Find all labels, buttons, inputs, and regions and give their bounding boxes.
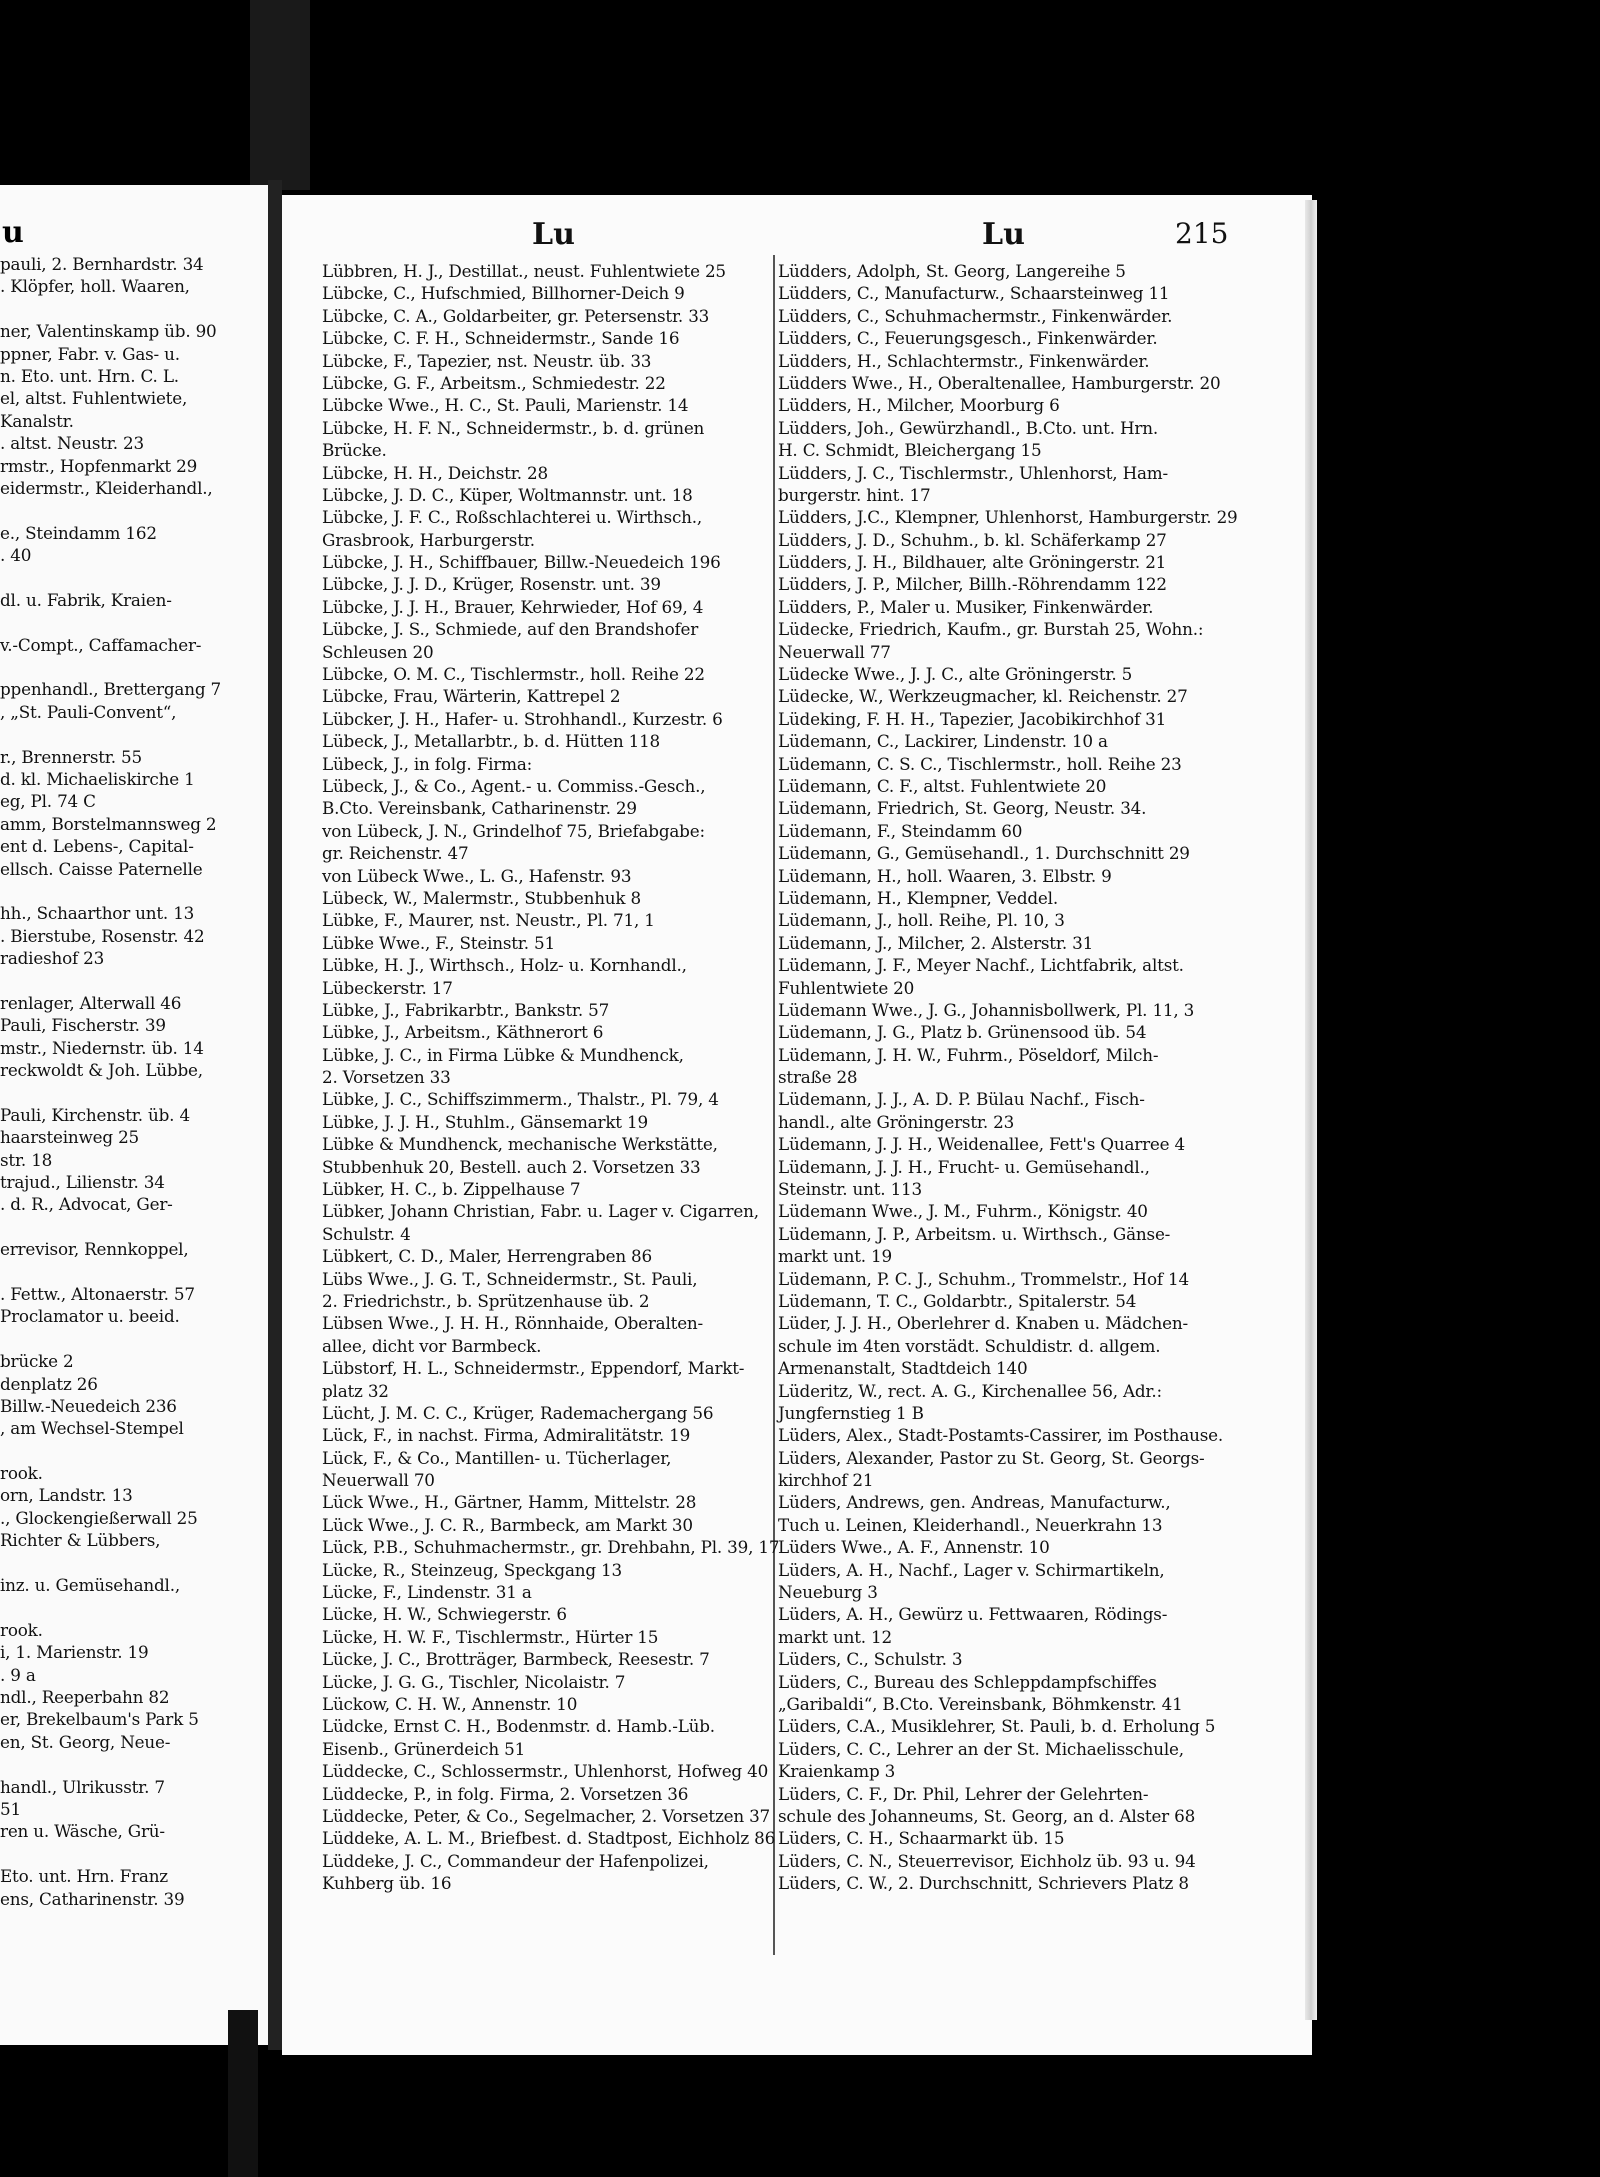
left-page-line	[0, 298, 221, 320]
directory-entry-line: handl., alte Gröningerstr. 23	[778, 1111, 1015, 1132]
directory-entry-line: Lücke, J. C., Brotträger, Barmbeck, Reesestr. 7	[322, 1649, 710, 1670]
directory-entry-line: Lüdemann, C. F., altst. Fuhlentwiete 20	[778, 775, 1107, 796]
directory-entry-line: Kuhberg üb. 16	[322, 1873, 452, 1894]
directory-entry-line: Lüdders, J. C., Tischlermstr., Uhlenhorst, Ham-	[778, 462, 1168, 483]
directory-entry-line: Lüdemann, P. C. J., Schuhm., Trommelstr., Hof 14	[778, 1268, 1189, 1289]
directory-entry-line: Lübcke, J. H., Schiffbauer, Billw.-Neuedeich 196	[322, 552, 721, 573]
directory-entry-line: Lüders, A. H., Nachf., Lager v. Schirmartikeln,	[778, 1559, 1165, 1580]
directory-entry-line: schule des Johanneums, St. Georg, an d. Alster 68	[778, 1805, 1196, 1826]
directory-entry-line: Lüdders, J. P., Milcher, Billh.-Röhrendamm 122	[778, 574, 1167, 595]
directory-entry-line: Lüdemann Wwe., J. M., Fuhrm., Königstr. 40	[778, 1201, 1148, 1222]
directory-entry-line: Lübcke, J. J. D., Krüger, Rosenstr. unt. 39	[322, 574, 661, 595]
left-page-line: ent d. Lebens-, Capital-	[0, 836, 194, 857]
directory-entry-line: Lüdemann Wwe., J. G., Johannisbollwerk, Pl. 11, 3	[778, 999, 1195, 1020]
directory-entry-line: Lüders, C. N., Steuerrevisor, Eichholz üb. 93 u. 94	[778, 1850, 1196, 1871]
left-page-line: renlager, Alterwall 46	[0, 992, 182, 1013]
left-page-line: i, 1. Marienstr. 19	[0, 1642, 149, 1663]
directory-entry-line: Lübcke, H. H., Deichstr. 28	[322, 462, 548, 483]
directory-entry-line: Lüddeke, A. L. M., Briefbest. d. Stadtpost, Eichholz 86	[322, 1828, 776, 1849]
directory-entry-line: Lüders, C. C., Lehrer an der St. Michaelisschule,	[778, 1738, 1184, 1759]
left-page-line	[0, 880, 221, 902]
left-page-line	[0, 1596, 221, 1618]
page-number: 215	[1175, 217, 1229, 250]
directory-entry-line: Lüdemann, F., Steindamm 60	[778, 820, 1023, 841]
directory-entry-line: 2. Vorsetzen 33	[322, 1067, 451, 1088]
left-page-line	[0, 611, 221, 633]
directory-entry-line: „Garibaldi“, B.Cto. Vereinsbank, Böhmkenstr. 41	[778, 1694, 1183, 1714]
left-page-line	[0, 1753, 221, 1775]
directory-entry-line: Lübsen Wwe., J. H. H., Rönnhaide, Oberalten-	[322, 1313, 704, 1334]
directory-entry-line: Lückow, C. H. W., Annenstr. 10	[322, 1694, 578, 1714]
directory-entry-line: Lücke, F., Lindenstr. 31 a	[322, 1582, 532, 1603]
directory-column-right	[778, 260, 1303, 1895]
directory-entry-line: Lüdders, P., Maler u. Musiker, Finkenwärder.	[778, 596, 1154, 617]
directory-entry-line: Lübker, Johann Christian, Fabr. u. Lager v. Cigarren,	[322, 1201, 759, 1222]
left-page-line	[0, 656, 221, 678]
directory-entry-line: Lüdemann, H., holl. Waaren, 3. Elbstr. 9	[778, 865, 1112, 886]
directory-entry-line: Lübcke, J. J. H., Brauer, Kehrwieder, Hof 69, 4	[322, 596, 704, 617]
directory-entry-line: Lüdemann, C. S. C., Tischlermstr., holl. Reihe 23	[778, 753, 1182, 774]
page-edge	[1305, 200, 1317, 2020]
directory-entry-line: Lübke & Mundhenck, mechanische Werkstätte,	[322, 1134, 718, 1155]
left-page-line: , am Wechsel-Stempel	[0, 1418, 184, 1439]
directory-entry-line: Lüddecke, P., in folg. Firma, 2. Vorsetzen 36	[322, 1783, 689, 1804]
directory-entry-line: Lüders, C., Schulstr. 3	[778, 1649, 963, 1670]
directory-entry-line: Lüders, C. H., Schaarmarkt üb. 15	[778, 1828, 1065, 1849]
directory-entry-line: Lüdders, H., Schlachtermstr., Finkenwärder.	[778, 350, 1150, 371]
running-head-left: Lu	[532, 217, 575, 252]
directory-entry-line: Lübcke, J. D. C., Küper, Woltmannstr. unt. 18	[322, 484, 693, 505]
directory-entry-line: Neuerwall 70	[322, 1470, 435, 1491]
directory-entry-line: Lübs Wwe., J. G. T., Schneidermstr., St. Pauli,	[322, 1268, 698, 1289]
directory-entry-line: Lübcker, J. H., Hafer- u. Strohhandl., Kurzestr. 6	[322, 708, 723, 729]
directory-entry-line: platz 32	[322, 1380, 389, 1401]
directory-entry-line: Lücke, H. W. F., Tischlermstr., Hürter 15	[322, 1626, 659, 1647]
directory-entry-line: Lüdemann, Friedrich, St. Georg, Neustr. 34.	[778, 798, 1147, 819]
left-page-line: ren u. Wäsche, Grü-	[0, 1821, 165, 1842]
left-page-line	[0, 1843, 221, 1865]
left-page-line: mstr., Niedernstr. üb. 14	[0, 1037, 204, 1058]
directory-entry-line: Neueburg 3	[778, 1582, 878, 1603]
directory-entry-line: Schleusen 20	[322, 641, 434, 662]
directory-entry-line: Lüdemann, T. C., Goldarbtr., Spitalerstr. 54	[778, 1290, 1137, 1311]
left-page-line: reckwoldt & Joh. Lübbe,	[0, 1060, 203, 1081]
left-page-line: ppner, Fabr. v. Gas- u.	[0, 343, 180, 364]
directory-entry-line: gr. Reichenstr. 47	[322, 843, 469, 864]
directory-entry-line: Lück, F., in nachst. Firma, Admiralitätstr. 19	[322, 1425, 691, 1446]
left-page-lines	[0, 253, 221, 1910]
left-page-line: ner, Valentinskamp üb. 90	[0, 321, 217, 342]
directory-entry-line: Lüders, A. H., Gewürz u. Fettwaaren, Rödings-	[778, 1604, 1168, 1625]
directory-entry-line: Steinstr. unt. 113	[778, 1179, 923, 1200]
directory-entry-line: Lück, F., & Co., Mantillen- u. Tücherlager,	[322, 1447, 672, 1468]
left-page-line: radieshof 23	[0, 948, 105, 969]
left-page-line: d. kl. Michaeliskirche 1	[0, 768, 195, 789]
left-page-line: Richter & Lübbers,	[0, 1530, 161, 1551]
directory-entry-line: Lübke, J. C., in Firma Lübke & Mundhenck,	[322, 1044, 684, 1065]
directory-entry-line: Lüders, Alex., Stadt-Postamts-Cassirer, im Posthause.	[778, 1425, 1224, 1446]
directory-entry-line: Lübcke Wwe., H. C., St. Pauli, Marienstr. 14	[322, 395, 689, 416]
directory-entry-line: Lübcke, H. F. N., Schneidermstr., b. d. grünen	[322, 417, 705, 438]
running-head-right: Lu	[982, 217, 1025, 252]
directory-entry-line: Tuch u. Leinen, Kleiderhandl., Neuerkrahn 13	[778, 1514, 1163, 1535]
directory-entry-line: Lübcke, O. M. C., Tischlermstr., holl. Reihe 22	[322, 664, 705, 685]
directory-entry-line: Lüdemann, H., Klempner, Veddel.	[778, 887, 1058, 908]
left-page-line: . Fettw., Altonaerstr. 57	[0, 1283, 195, 1304]
directory-entry-line: Lübkert, C. D., Maler, Herrengraben 86	[322, 1246, 653, 1267]
directory-entry-line: Lüdders, J. H., Bildhauer, alte Gröningerstr. 21	[778, 552, 1167, 573]
directory-entry-line: Lübcke, J. F. C., Roßschlachterei u. Wirthsch.,	[322, 507, 703, 528]
directory-entry-line: Lübke, J. J. H., Stuhlm., Gänsemarkt 19	[322, 1111, 648, 1132]
directory-entry-line: straße 28	[778, 1067, 858, 1088]
directory-entry-line: Lüderitz, W., rect. A. G., Kirchenallee 56, Adr.:	[778, 1380, 1162, 1401]
spine-shadow	[228, 2010, 258, 2177]
left-page-line: amm, Borstelmannsweg 2	[0, 813, 217, 834]
directory-entry-line: Lüders, C. W., 2. Durchschnitt, Schrievers Platz 8	[778, 1873, 1189, 1894]
directory-entry-line: Stubbenhuk 20, Bestell. auch 2. Vorsetzen 33	[322, 1156, 701, 1177]
left-page-line: . d. R., Advocat, Ger-	[0, 1194, 173, 1215]
directory-entry-line: Lücht, J. M. C. C., Krüger, Rademachergang 56	[322, 1402, 714, 1423]
left-page-line: trajud., Lilienstr. 34	[0, 1172, 165, 1193]
left-page-line: ndl., Reeperbahn 82	[0, 1687, 170, 1707]
left-page-line: . 9 a	[0, 1664, 36, 1685]
directory-entry-line: Lüdders, C., Feuerungsgesch., Finkenwärder.	[778, 328, 1158, 349]
left-page-line: Proclamator u. beeid.	[0, 1306, 180, 1327]
left-page-line: Billw.-Neuedeich 236	[0, 1395, 177, 1416]
directory-entry-line: Schulstr. 4	[322, 1223, 411, 1244]
left-page-line: v.-Compt., Caffamacher-	[0, 634, 202, 655]
left-page-line: n. Eto. unt. Hrn. C. L.	[0, 365, 179, 386]
left-page-line: ., Glockengießerwall 25	[0, 1507, 198, 1528]
directory-entry-line: Lübke, H. J., Wirthsch., Holz- u. Kornhandl.,	[322, 955, 687, 976]
directory-entry-line: Lüders, Andrews, gen. Andreas, Manufacturw.,	[778, 1492, 1171, 1513]
left-page-line	[0, 1328, 221, 1350]
directory-entry-line: Lübke, J. C., Schiffszimmerm., Thalstr., Pl. 79, 4	[322, 1089, 719, 1110]
directory-entry-line: Neuerwall 77	[778, 641, 891, 662]
left-page-line: rook.	[0, 1463, 43, 1484]
directory-entry-line: Lüdemann, J. G., Platz b. Grünensood üb. 54	[778, 1022, 1147, 1043]
directory-entry-line: Lübcke, G. F., Arbeitsm., Schmiedestr. 22	[322, 372, 666, 393]
directory-entry-line: Lüdemann, J. H. W., Fuhrm., Pöseldorf, Milch-	[778, 1044, 1159, 1065]
directory-entry-line: Lüdemann, J. F., Meyer Nachf., Lichtfabrik, altst.	[778, 955, 1184, 976]
directory-entry-line: markt unt. 12	[778, 1626, 892, 1647]
directory-entry-line: Grasbrook, Harburgerstr.	[322, 529, 535, 550]
left-page-line: . 40	[0, 545, 32, 566]
left-page-line: haarsteinweg 25	[0, 1127, 140, 1148]
directory-entry-line: Lübcke, C. A., Goldarbeiter, gr. Petersenstr. 33	[322, 305, 710, 326]
directory-entry-line: Lüdders, C., Schuhmachermstr., Finkenwärder.	[778, 305, 1173, 326]
directory-entry-line: Lübcke, Frau, Wärterin, Kattrepel 2	[322, 686, 621, 707]
directory-entry-line: Lübcke, C., Hufschmied, Billhorner-Deich 9	[322, 283, 685, 304]
binding-shadow	[250, 0, 310, 190]
directory-entry-line: Lüddeke, J. C., Commandeur der Hafenpolizei,	[322, 1850, 709, 1871]
left-page-header: u	[2, 215, 24, 250]
directory-entry-line: Lübke, F., Maurer, nst. Neustr., Pl. 71, 1	[322, 910, 655, 931]
directory-entry-line: Lüdecke, Friedrich, Kaufm., gr. Burstah 25, Wohn.:	[778, 619, 1204, 640]
left-page-line: rmstr., Hopfenmarkt 29	[0, 455, 198, 476]
directory-entry-line: Eisenb., Grünerdeich 51	[322, 1738, 526, 1759]
left-page-line: dl. u. Fabrik, Kraien-	[0, 589, 172, 610]
left-page-line	[0, 1261, 221, 1283]
book-gutter	[268, 180, 282, 2050]
left-page-line: . Bierstube, Rosenstr. 42	[0, 925, 205, 946]
left-page-line: hh., Schaarthor unt. 13	[0, 903, 195, 924]
left-page-line	[0, 723, 221, 745]
left-page-line: er, Brekelbaum's Park 5	[0, 1709, 199, 1730]
left-page-line: ens, Catharinenstr. 39	[0, 1888, 185, 1909]
directory-entry-line: Lübke Wwe., F., Steinstr. 51	[322, 932, 556, 953]
left-page-line: Eto. unt. Hrn. Franz	[0, 1866, 168, 1887]
directory-entry-line: Lüdemann, J. J., A. D. P. Bülau Nachf., Fisch-	[778, 1089, 1145, 1110]
left-page-line: pauli, 2. Bernhardstr. 34	[0, 254, 204, 274]
left-page-line	[0, 1440, 221, 1462]
directory-entry-line: Lücke, H. W., Schwiegerstr. 6	[322, 1604, 567, 1625]
left-page-line: eg, Pl. 74 C	[0, 791, 96, 812]
left-page-line: denplatz 26	[0, 1373, 98, 1394]
directory-entry-line: Lübeck, J., & Co., Agent.- u. Commiss.-Gesch.,	[322, 775, 706, 796]
left-page-line: Pauli, Kirchenstr. üb. 4	[0, 1104, 190, 1125]
left-page-line	[0, 1081, 221, 1103]
directory-entry-line: Kraienkamp 3	[778, 1761, 896, 1782]
left-page-line: , „St. Pauli-Convent“,	[0, 701, 177, 722]
directory-entry-line: Lübke, J., Arbeitsm., Käthnerort 6	[322, 1022, 604, 1043]
directory-entry-line: Lübke, J., Fabrikarbtr., Bankstr. 57	[322, 999, 610, 1020]
directory-entry-line: Lüddecke, Peter, & Co., Segelmacher, 2. Vorsetzen 37	[322, 1805, 771, 1826]
left-page-line: brücke 2	[0, 1351, 74, 1372]
left-page-line: orn, Landstr. 13	[0, 1485, 133, 1506]
directory-entry-line: Lüdecke Wwe., J. J. C., alte Gröningerstr. 5	[778, 664, 1133, 685]
directory-entry-line: Lübker, H. C., b. Zippelhause 7	[322, 1179, 581, 1200]
left-page-line: rook.	[0, 1619, 43, 1640]
left-page-line: . altst. Neustr. 23	[0, 433, 144, 454]
left-page-line: ellsch. Caisse Paternelle	[0, 858, 203, 879]
directory-entry-line: Lüders, C., Bureau des Schleppdampfschiffes	[778, 1671, 1157, 1692]
left-page	[0, 185, 270, 2045]
left-page-line	[0, 1552, 221, 1574]
directory-entry-line: schule im 4ten vorstädt. Schuldistr. d. allgem.	[778, 1335, 1161, 1356]
directory-entry-line: Lücke, R., Steinzeug, Speckgang 13	[322, 1559, 623, 1580]
left-page-line: ppenhandl., Brettergang 7	[0, 679, 221, 700]
directory-entry-line: Lüdeking, F. H. H., Tapezier, Jacobikirchhof 31	[778, 708, 1167, 729]
directory-entry-line: Lüdders, Joh., Gewürzhandl., B.Cto. unt. Hrn.	[778, 417, 1158, 438]
directory-entry-line: Lüdemann, J., Milcher, 2. Alsterstr. 31	[778, 932, 1094, 953]
left-page-line	[0, 566, 221, 588]
directory-entry-line: Lüdders, J.C., Klempner, Uhlenhorst, Hamburgerstr. 29	[778, 507, 1238, 528]
directory-entry-line: Lübeck, W., Malermstr., Stubbenhuk 8	[322, 887, 641, 908]
left-page-line	[0, 499, 221, 521]
left-page-line: Kanalstr.	[0, 410, 74, 431]
directory-entry-line: B.Cto. Vereinsbank, Catharinenstr. 29	[322, 798, 637, 819]
directory-entry-line: Lüdecke, W., Werkzeugmacher, kl. Reichenstr. 27	[778, 686, 1188, 707]
directory-entry-line: von Lübeck Wwe., L. G., Hafenstr. 93	[322, 865, 632, 886]
directory-entry-line: Lübcke, C. F. H., Schneidermstr., Sande 16	[322, 328, 680, 349]
left-page-line: handl., Ulrikusstr. 7	[0, 1776, 165, 1797]
directory-entry-line: Lüdemann, J. J. H., Frucht- u. Gemüsehandl.,	[778, 1156, 1150, 1177]
left-page-line: en, St. Georg, Neue-	[0, 1731, 171, 1752]
directory-entry-line: Lücke, J. G. G., Tischler, Nicolaistr. 7	[322, 1671, 626, 1692]
directory-entry-line: Lüdders, C., Manufacturw., Schaarsteinweg 11	[778, 283, 1170, 304]
directory-entry-line: Lübeck, J., in folg. Firma:	[322, 753, 533, 774]
directory-entry-line: Jungfernstieg 1 B	[778, 1402, 924, 1423]
left-page-line: Pauli, Fischerstr. 39	[0, 1015, 166, 1036]
directory-column-left	[322, 260, 822, 1895]
directory-entry-line: Lüdders Wwe., H., Oberaltenallee, Hamburgerstr. 20	[778, 372, 1221, 393]
directory-entry-line: Lüdders, H., Milcher, Moorburg 6	[778, 395, 1060, 416]
directory-entry-line: 2. Friedrichstr., b. Sprützenhause üb. 2	[322, 1290, 650, 1311]
left-page-line	[0, 970, 221, 992]
directory-entry-line: Lübeck, J., Metallarbtr., b. d. Hütten 118	[322, 731, 661, 752]
directory-entry-line: burgerstr. hint. 17	[778, 484, 931, 505]
left-page-line: el, altst. Fuhlentwiete,	[0, 388, 188, 409]
directory-entry-line: Fuhlentwiete 20	[778, 977, 915, 998]
left-page-line: str. 18	[0, 1149, 53, 1170]
directory-entry-line: Lüdders, J. D., Schuhm., b. kl. Schäferkamp 27	[778, 529, 1167, 550]
left-page-line: . Klöpfer, holl. Waaren,	[0, 276, 190, 297]
right-page	[282, 195, 1312, 2055]
directory-entry-line: Lück, P.B., Schuhmachermstr., gr. Drehbahn, Pl. 39, 17	[322, 1537, 780, 1558]
left-page-line: r., Brennerstr. 55	[0, 746, 142, 767]
directory-entry-line: Lüders, C. F., Dr. Phil, Lehrer der Gelehrten-	[778, 1783, 1149, 1804]
left-page-line	[0, 1216, 221, 1238]
directory-entry-line: Armenanstalt, Stadtdeich 140	[778, 1358, 1028, 1379]
directory-entry-line: kirchhof 21	[778, 1470, 874, 1491]
directory-entry-line: Lüdemann, J. P., Arbeitsm. u. Wirthsch., Gänse-	[778, 1223, 1171, 1244]
directory-entry-line: Lüdemann, J. J. H., Weidenallee, Fett's Quarree 4	[778, 1134, 1185, 1155]
directory-entry-line: Lüders Wwe., A. F., Annenstr. 10	[778, 1537, 1050, 1558]
directory-entry-line: von Lübeck, J. N., Grindelhof 75, Briefabgabe:	[322, 820, 705, 841]
directory-entry-line: Lüdemann, J., holl. Reihe, Pl. 10, 3	[778, 910, 1065, 931]
left-page-line: e., Steindamm 162	[0, 522, 157, 543]
left-page-line: inz. u. Gemüsehandl.,	[0, 1575, 180, 1596]
directory-entry-line: Lüdders, Adolph, St. Georg, Langereihe 5	[778, 261, 1126, 281]
directory-entry-line: Lübstorf, H. L., Schneidermstr., Eppendorf, Markt-	[322, 1358, 745, 1379]
directory-entry-line: Lück Wwe., J. C. R., Barmbeck, am Markt 30	[322, 1514, 693, 1535]
directory-entry-line: Lübeckerstr. 17	[322, 977, 453, 998]
directory-entry-line: Lück Wwe., H., Gärtner, Hamm, Mittelstr. 28	[322, 1492, 697, 1513]
directory-entry-line: Lüders, C.A., Musiklehrer, St. Pauli, b. d. Erholung 5	[778, 1716, 1216, 1737]
directory-entry-line: Lübcke, J. S., Schmiede, auf den Brandshofer	[322, 619, 699, 640]
directory-entry-line: Lüders, Alexander, Pastor zu St. Georg, St. Georgs-	[778, 1447, 1205, 1468]
directory-entry-line: Lüdcke, Ernst C. H., Bodenmstr. d. Hamb.-Lüb.	[322, 1716, 715, 1737]
directory-entry-line: allee, dicht vor Barmbeck.	[322, 1335, 542, 1356]
directory-entry-line: Lüddecke, C., Schlossermstr., Uhlenhorst, Hofweg 40	[322, 1761, 769, 1782]
directory-entry-line: Lüdemann, G., Gemüsehandl., 1. Durchschnitt 29	[778, 843, 1190, 864]
directory-entry-line: Lübbren, H. J., Destillat., neust. Fuhlentwiete 25	[322, 261, 726, 281]
directory-entry-line: Lübcke, F., Tapezier, nst. Neustr. üb. 33	[322, 350, 652, 371]
left-page-line: 51	[0, 1798, 21, 1819]
directory-entry-line: Brücke.	[322, 440, 387, 461]
directory-entry-line: Lüdemann, C., Lackirer, Lindenstr. 10 a	[778, 731, 1108, 752]
directory-entry-line: H. C. Schmidt, Bleichergang 15	[778, 440, 1042, 461]
left-page-line: eidermstr., Kleiderhandl.,	[0, 477, 213, 498]
directory-entry-line: markt unt. 19	[778, 1246, 892, 1267]
left-page-line: errevisor, Rennkoppel,	[0, 1239, 189, 1260]
directory-entry-line: Lüder, J. J. H., Oberlehrer d. Knaben u. Mädchen-	[778, 1313, 1188, 1334]
